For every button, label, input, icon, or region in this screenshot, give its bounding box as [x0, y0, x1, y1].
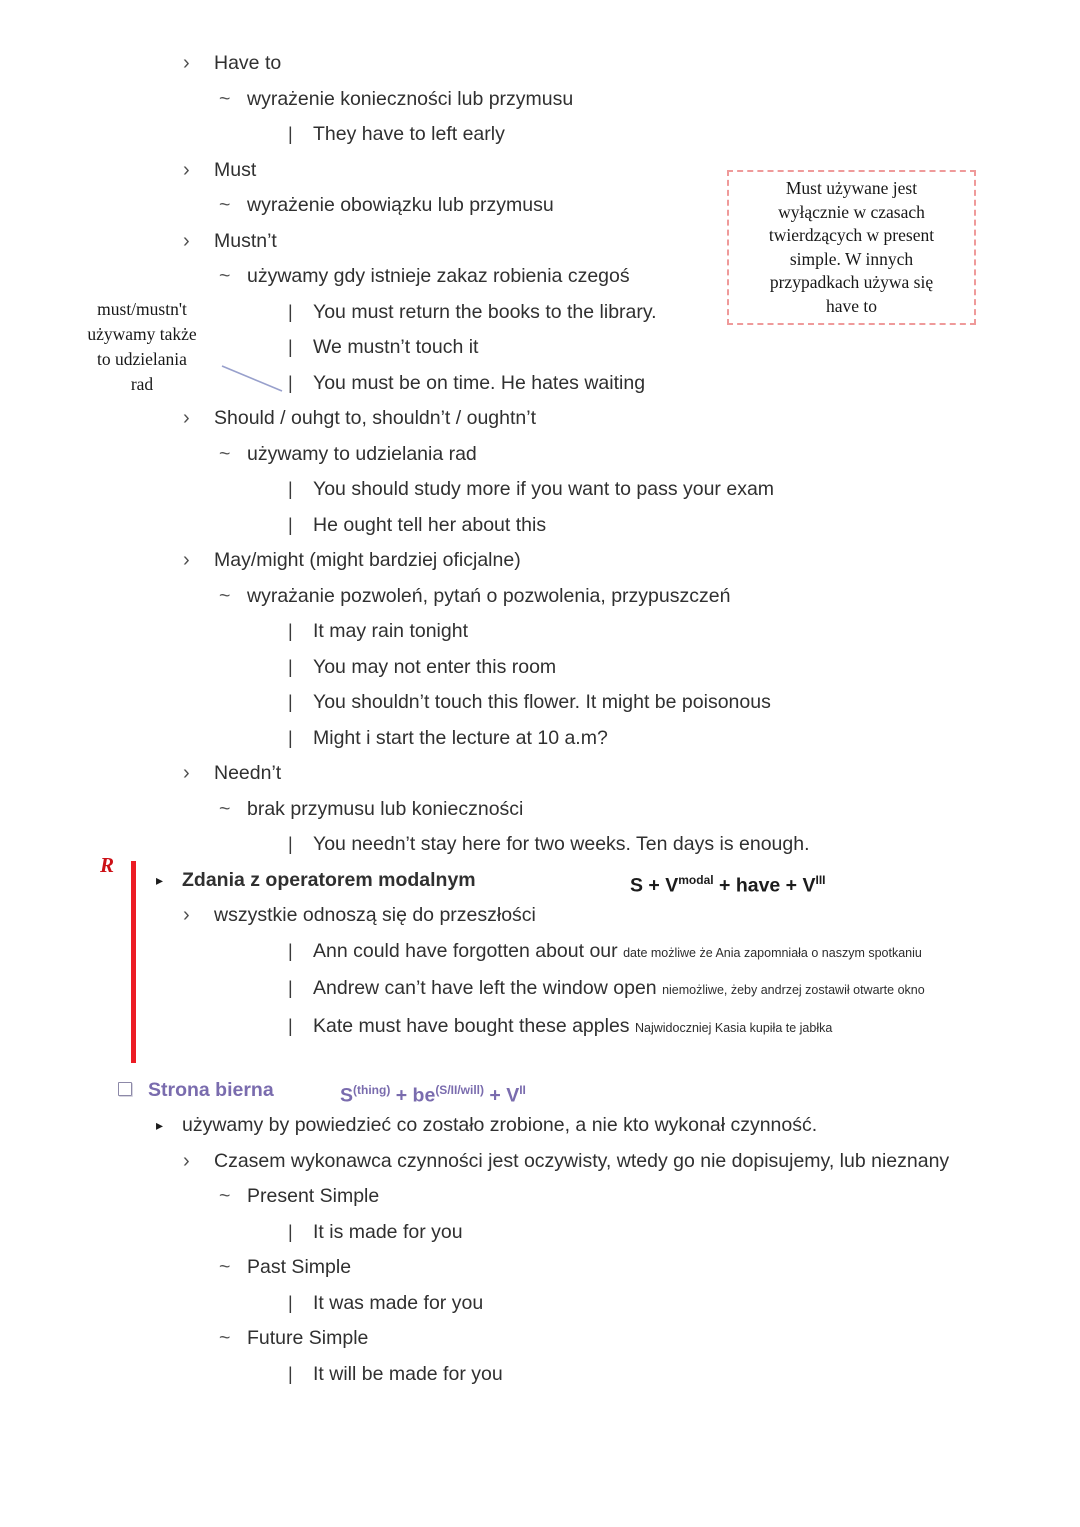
line-text: Mustn’t	[214, 229, 277, 252]
line-translation-note: date możliwe że Ania zapomniała o naszym spotkaniu	[623, 945, 922, 960]
line-text: They have to left early	[313, 123, 505, 145]
note-line	[0, 1148, 1080, 1174]
line-text: It will be made for you	[313, 1362, 503, 1385]
line-text: Andrew can’t have left the window open	[313, 977, 663, 999]
note-line	[0, 263, 1080, 289]
note-line	[0, 50, 1080, 76]
tilde-bullet-icon: ~	[219, 442, 231, 465]
chevron-bullet-icon: ›	[183, 762, 190, 784]
note-line	[0, 1077, 1080, 1106]
line-translation-note: Najwidoczniej Kasia kupiła te jabłka	[634, 1020, 833, 1035]
must-note-box-line: przypadkach używa się	[769, 272, 934, 292]
line-text: używamy by powiedzieć co zostało zrobione, a nie kto wykonał czynność.	[182, 1114, 818, 1136]
pipe-bullet-icon: |	[288, 301, 293, 322]
note-line	[0, 1254, 1080, 1280]
pipe-bullet-icon: |	[288, 1363, 293, 1384]
line-text: You needn’t stay here for two weeks. Ten days is enough.	[313, 833, 810, 855]
margin-annotation-line: must/mustn't	[97, 299, 187, 319]
chevron-bullet-icon: ›	[183, 229, 190, 252]
line-text: Czasem wykonawca czynności jest oczywisty, wtedy go nie dopisujemy, lub nieznany	[214, 1149, 950, 1172]
must-note-box-line: simple. W innych	[789, 248, 914, 269]
red-section-label: R	[100, 853, 115, 877]
note-line	[0, 192, 1080, 218]
line-text: Ann could have forgotten about our	[313, 939, 624, 962]
line-text: używamy to udzielania rad	[247, 442, 477, 465]
note-line	[0, 1290, 1080, 1316]
line-text: Future Simple	[247, 1327, 369, 1349]
margin-annotation-line: używamy także	[87, 324, 197, 344]
chevron-bullet-icon: ›	[183, 904, 190, 926]
note-line	[0, 902, 1080, 928]
must-note-box-line: twierdzących w present	[768, 225, 935, 245]
line-text: używamy gdy istnieje zakaz robienia czegoś	[247, 265, 630, 287]
pipe-bullet-icon: |	[288, 124, 293, 144]
line-text: You must return the books to the library.	[313, 300, 657, 323]
line-text: It may rain tonight	[313, 620, 468, 642]
line-translation-note: niemożliwe, żeby andrzej zostawił otwarte okno	[662, 983, 925, 997]
note-line	[0, 618, 1080, 644]
chevron-bullet-icon: ›	[183, 549, 190, 571]
note-line	[0, 760, 1080, 786]
note-line	[0, 228, 1080, 254]
note-line	[0, 1219, 1080, 1245]
chevron-bullet-icon: ›	[183, 1149, 190, 1172]
note-line	[0, 689, 1080, 715]
note-line	[0, 1013, 1080, 1041]
tilde-bullet-icon: ~	[219, 1256, 231, 1278]
margin-annotation-line: to udzielania	[97, 349, 187, 369]
pipe-bullet-icon: |	[288, 1221, 293, 1242]
must-note-box-line: have to	[825, 295, 878, 316]
note-line	[0, 796, 1080, 822]
pipe-bullet-icon: |	[288, 978, 293, 998]
chevron-bullet-icon: ›	[183, 52, 190, 74]
note-line	[0, 654, 1080, 680]
margin-annotation-line: rad	[130, 374, 154, 394]
triangle-bullet-icon: ▸	[156, 871, 164, 888]
note-line	[0, 157, 1080, 183]
grammar-formula: $S^{(thing)} + be^{(S/II/will)} + V^{II}$	[340, 1082, 526, 1106]
line-text: Past Simple	[247, 1256, 352, 1278]
note-line	[0, 476, 1080, 502]
note-line	[0, 86, 1080, 112]
line-text: wyrażanie pozwoleń, pytań o pozwolenia, przypuszczeń	[247, 584, 731, 607]
checkbox-icon[interactable]	[118, 1082, 132, 1096]
line-text: wszystkie odnoszą się do przeszłości	[214, 904, 536, 926]
line-text: Kate must have bought these apples	[313, 1014, 635, 1037]
note-line	[0, 299, 1080, 325]
must-note-box-line: wyłącznie w czasach	[778, 201, 925, 222]
note-line	[0, 121, 1080, 147]
line-text: We mustn’t touch it	[313, 336, 479, 358]
pipe-bullet-icon: |	[288, 940, 293, 961]
line-text: brak przymusu lub konieczności	[247, 797, 524, 820]
line-text: Must	[214, 158, 257, 181]
line-text: You must be on time. He hates waiting	[313, 371, 646, 394]
note-line	[0, 441, 1080, 467]
tilde-bullet-icon: ~	[219, 797, 231, 820]
pipe-bullet-icon: |	[288, 692, 293, 712]
line-text: It is made for you	[313, 1220, 463, 1243]
must-note-box-line: Must używane jest	[785, 178, 918, 198]
chevron-bullet-icon: ›	[183, 158, 190, 181]
triangle-bullet-icon: ▸	[156, 1117, 164, 1133]
tilde-bullet-icon: ~	[219, 87, 231, 110]
note-line	[0, 867, 1080, 896]
grammar-formula: $S + V^{modal}$ + have + $V^{III}$	[630, 872, 826, 896]
note-line	[0, 1361, 1080, 1387]
chevron-bullet-icon: ›	[183, 407, 190, 429]
line-text: Needn’t	[214, 762, 282, 784]
line-text: Should / ouhgt to, shouldn’t / oughtn’t	[214, 407, 536, 429]
line-text: Have to	[214, 52, 282, 74]
note-line	[0, 1183, 1080, 1209]
note-line	[0, 547, 1080, 573]
line-text: Might i start the lecture at 10 a.m?	[313, 726, 608, 749]
pipe-bullet-icon: |	[288, 834, 293, 854]
pipe-bullet-icon: |	[288, 1292, 293, 1313]
pipe-bullet-icon: |	[288, 727, 293, 748]
pipe-bullet-icon: |	[288, 656, 293, 677]
note-line	[0, 334, 1080, 360]
note-line	[0, 1112, 1080, 1138]
tilde-bullet-icon: ~	[219, 1185, 231, 1207]
line-text: Present Simple	[247, 1185, 380, 1207]
pipe-bullet-icon: |	[288, 1015, 293, 1036]
pipe-bullet-icon: |	[288, 337, 293, 357]
pipe-bullet-icon: |	[288, 621, 293, 641]
note-line	[0, 583, 1080, 609]
line-text: He ought tell her about this	[313, 513, 547, 536]
note-line	[0, 512, 1080, 538]
line-text: It was made for you	[313, 1291, 484, 1314]
note-line	[0, 725, 1080, 751]
tilde-bullet-icon: ~	[219, 584, 231, 607]
line-text: You should study more if you want to pass your exam	[313, 478, 775, 500]
note-line	[0, 370, 1080, 396]
line-text: You shouldn’t touch this flower. It might be poisonous	[313, 691, 771, 713]
note-line	[0, 938, 1080, 966]
pipe-bullet-icon: |	[288, 372, 293, 393]
line-text: wyrażenie konieczności lub przymusu	[247, 87, 574, 110]
tilde-bullet-icon: ~	[219, 1327, 231, 1349]
line-text: Zdania z operatorem modalnym	[182, 868, 476, 891]
note-line	[0, 1325, 1080, 1351]
line-text: May/might (might bardziej oficjalne)	[214, 549, 521, 571]
tilde-bullet-icon: ~	[219, 265, 231, 287]
line-text: You may not enter this room	[313, 655, 557, 678]
line-text: Strona bierna	[148, 1078, 274, 1101]
pipe-bullet-icon: |	[288, 514, 293, 535]
pipe-bullet-icon: |	[288, 479, 293, 499]
note-line	[0, 975, 1080, 1003]
note-line	[0, 831, 1080, 857]
line-text: wyrażenie obowiązku lub przymusu	[247, 194, 554, 216]
note-line	[0, 405, 1080, 431]
notes-content	[0, 50, 1080, 1396]
tilde-bullet-icon: ~	[219, 194, 231, 216]
